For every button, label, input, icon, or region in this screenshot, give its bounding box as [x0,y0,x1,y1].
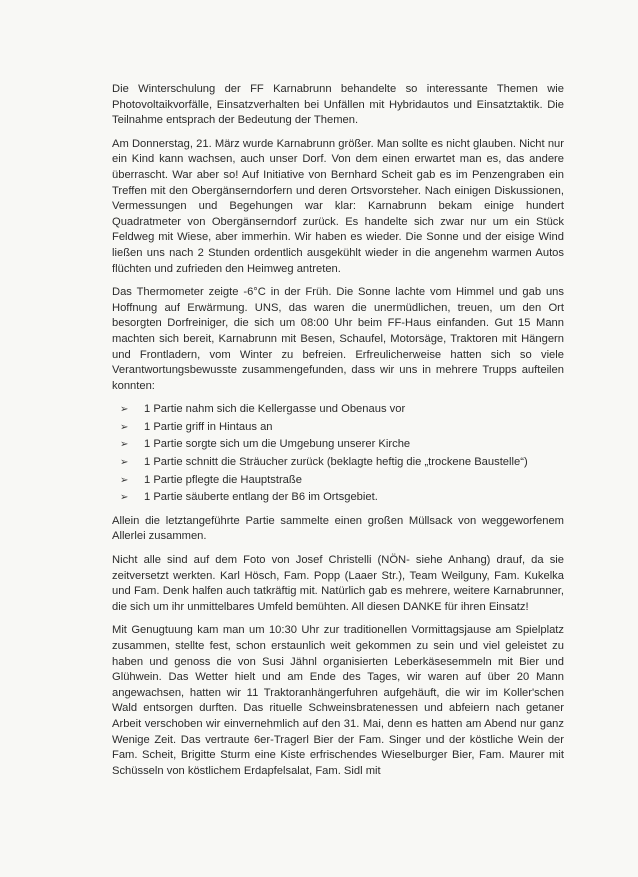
list-item [120,455,564,471]
paragraph-winterschulung: Die Winterschulung der FF Karnabrunn behandelte so interessante Themen wie Photovoltaikvorfälle, Einsatzverhalten bei Unfällen mit Hybridautos und Einsatztaktik. Die Teilnahme entsprach der Bedeutung der Themen. [112,83,564,127]
paragraph-jause: Mit Genugtuung kam man um 10:30 Uhr zur traditionellen Vormittagsjause am Spielplatz zusammen, stellte fest, schon erstaunlich weit gekommen zu sein und viel geleistet zu haben und genoss die von Susi Jähnl organisierten Leberkäsesemmeln mit Bier und Glühwein. Das Wetter hielt und am Ende des Tages, wir waren auf über 20 Mann angewachsen, hatten wir 11 Traktoranhängerfuhren aufgehäuft, die wir im Koller'schen Wald entsorgen durften. Das rituelle Schweinsbratenessen und abfeiern nach getaner Arbeit verschoben wir einvernehmlich auf den 31. Mai, denn es hatten am Abend nur ganz Wenige Zeit. Das vertraute 6er-Tragerl Bier der Fam. Singer und der köstliche Wein der Fam. Scheit, Brigitte Sturm eine Kiste erfrischendes Wieselburger Bier, Fam. Maurer mit Schüsseln von köstlichem Erdapfelsalat, Fam. Sidl mit [112,624,564,777]
paragraph-donnerstag: Am Donnerstag, 21. März wurde Karnabrunn größer. Man sollte es nicht glauben. Nicht nur ein Kind kann wachsen, auch unser Dorf. Von dem einen erwartet man es, das andere überrascht. War aber so! Auf Initiative von Bernhard Scheit gab es im Penzengraben ein Treffen mit den Obergänserndorfern und deren Ortsvorsteher. Nach einigen Diskussionen, Vermessungen und Begehungen war klar: Karnabrunn bekam einige hundert Quadratmeter von Obergänserndorf zurück. Es handelte sich zwar nur um ein Stück Feldweg mit Wiese, aber immerhin. Wir haben es wieder. Die Sonne und der eisige Wind ließen uns nach 2 Stunden ordentlich ausgekühlt wieder in die angenehm warmen Autos flüchten und zufrieden den Heimweg antreten. [112,137,564,275]
list-item [120,473,564,489]
list-item-text: 1 Partie schnitt die Sträucher zurück (beklagte heftig die „trockene Baustelle“) [144,456,528,469]
document-body [112,82,564,787]
list-item-text: 1 Partie griff in Hintaus an [144,420,273,433]
list-item-text: 1 Partie säuberte entlang der B6 im Ortsgebiet. [144,491,378,504]
trupps-list [120,402,564,506]
trupps-list-wrap [112,402,564,506]
list-item [120,437,564,453]
paragraph-foto: Nicht alle sind auf dem Foto von Josef Christelli (NÖN- siehe Anhang) drauf, da sie zeitversetzt werkten. Karl Hösch, Fam. Popp (Laaer Str.), Team Weilguny, Fam. Kukelka und Fam. Denk halfen auch tatkräftig mit. Natürlich gab es mehrere, weitere Karnabrunner, die sich um ihr unmittelbares Umfeld bemühten. All diesen DANKE für ihren Einsatz! [112,554,564,613]
arrow-bullet-icon: ➢ [120,457,129,469]
list-item [120,490,564,506]
list-item-text: 1 Partie pflegte die Hauptstraße [144,473,302,486]
list-item [120,420,564,436]
arrow-bullet-icon: ➢ [120,492,129,504]
list-item-text: 1 Partie nahm sich die Kellergasse und Obenaus vor [144,403,406,416]
paragraph-muellsack: Allein die letztangeführte Partie sammelte einen großen Müllsack von weggeworfenem Allerlei zusammen. [112,514,564,543]
arrow-bullet-icon: ➢ [120,439,129,451]
list-item-text: 1 Partie sorgte sich um die Umgebung unserer Kirche [144,438,411,451]
arrow-bullet-icon: ➢ [120,474,129,486]
list-item [120,402,564,418]
paragraph-thermometer: Das Thermometer zeigte -6°C in der Früh. Die Sonne lachte vom Himmel und gab uns Hoffnung auf Erwärmung. UNS, das waren die unermüdlichen, treuen, um den Ort besorgten Dorfreiniger, die sich um 08:00 Uhr beim FF-Haus einfanden. Gut 15 Mann machten sich bereit, Karnabrunn mit Besen, Schaufel, Motorsäge, Traktoren mit Hängern und Frontladern, vom Winter zu befreien. Erfreulicherweise hatten sich so viele Verantwortungsbewusste zusammengefunden, dass wir uns in mehrere Trupps aufteilen konnten: [112,286,564,392]
arrow-bullet-icon: ➢ [120,404,129,416]
arrow-bullet-icon: ➢ [120,421,129,433]
